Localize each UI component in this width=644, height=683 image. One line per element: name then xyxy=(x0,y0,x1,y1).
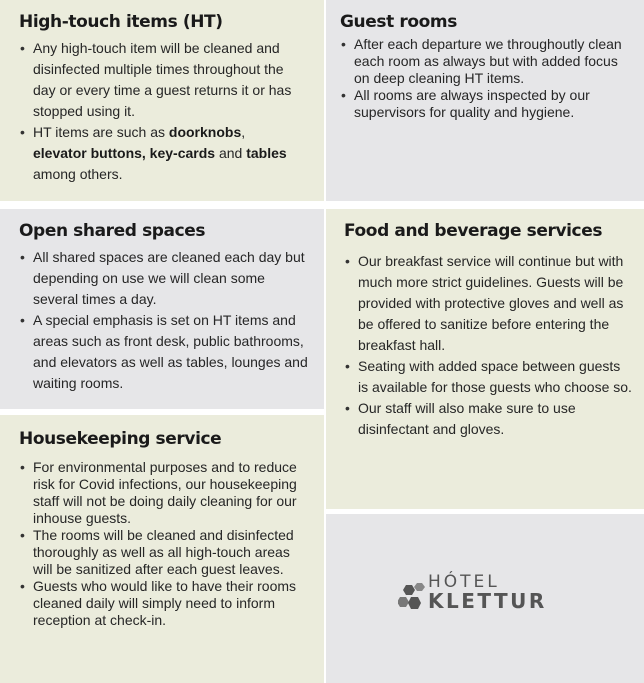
hexagon-cluster-icon xyxy=(398,582,428,612)
list-item: • A special emphasis is set on HT items and areas such as front desk, public bathrooms, and elevators as well as tables, lounges and waiting rooms. xyxy=(19,310,308,394)
guest-rooms-list xyxy=(340,36,630,121)
list-item: • After each departure we throughoutly clean each room as always but with added focus on deep cleaning HT items. xyxy=(340,36,630,87)
list-item: • All rooms are always inspected by our supervisors for quality and hygiene. xyxy=(340,87,630,121)
high-touch-items-title: High-touch items (HT) xyxy=(19,12,223,32)
open-shared-spaces-panel xyxy=(0,209,324,409)
guest-rooms-panel xyxy=(326,0,644,201)
list-item: • For environmental purposes and to reduce risk for Covid infections, our housekeeping staff will not be doing daily cleaning for our inhouse guests. xyxy=(19,459,310,527)
list-item: • Any high-touch item will be cleaned and disinfected multiple times throughout the day or every time a guest returns it or has stopped using it. xyxy=(19,38,308,122)
guest-rooms-title: Guest rooms xyxy=(340,12,457,32)
housekeeping-list xyxy=(19,459,310,629)
bullet-text: , xyxy=(241,124,246,140)
bullet-text: and xyxy=(215,145,247,161)
bullet-text: among others. xyxy=(33,166,123,182)
list-item: • Seating with added space between guests is available for those guests who choose so. xyxy=(344,356,632,398)
list-item: • The rooms will be cleaned and disinfected thoroughly as well as all high-touch areas will be sanitized after each guest leaves. xyxy=(19,527,310,578)
housekeeping-panel xyxy=(0,415,324,683)
list-item xyxy=(19,122,308,185)
food-beverage-list xyxy=(344,251,632,440)
list-item: • Our breakfast service will continue but with much more strict guidelines. Guests will be provided with protective gloves and well as be offered to sanitize before entering the breakfast hall. xyxy=(344,251,632,356)
list-item: • Guests who would like to have their rooms cleaned daily will simply need to inform reception at check-in. xyxy=(19,578,310,629)
high-touch-items-list xyxy=(19,38,308,185)
logo-panel xyxy=(326,514,644,683)
logo-klettur-text: KLETTUR xyxy=(428,589,547,613)
hotel-klettur-logo xyxy=(398,572,578,622)
list-item: • All shared spaces are cleaned each day but depending on use we will clean some several times a day. xyxy=(19,247,308,310)
list-item: • Our staff will also make sure to use disinfectant and gloves. xyxy=(344,398,632,440)
keyword-elevator-keycards: elevator buttons, key-cards xyxy=(33,145,216,161)
high-touch-items-panel xyxy=(0,0,324,201)
keyword-doorknobs: doorknobs xyxy=(168,124,242,140)
food-beverage-panel xyxy=(326,209,644,509)
keyword-tables: tables xyxy=(246,145,287,161)
open-shared-spaces-list xyxy=(19,247,308,394)
housekeeping-title: Housekeeping service xyxy=(19,429,222,449)
open-shared-spaces-title: Open shared spaces xyxy=(19,221,206,241)
food-beverage-title: Food and beverage services xyxy=(344,221,603,241)
logo-hotel-text: HÓTEL xyxy=(428,572,500,592)
bullet-text: HT items are such as xyxy=(33,124,169,140)
